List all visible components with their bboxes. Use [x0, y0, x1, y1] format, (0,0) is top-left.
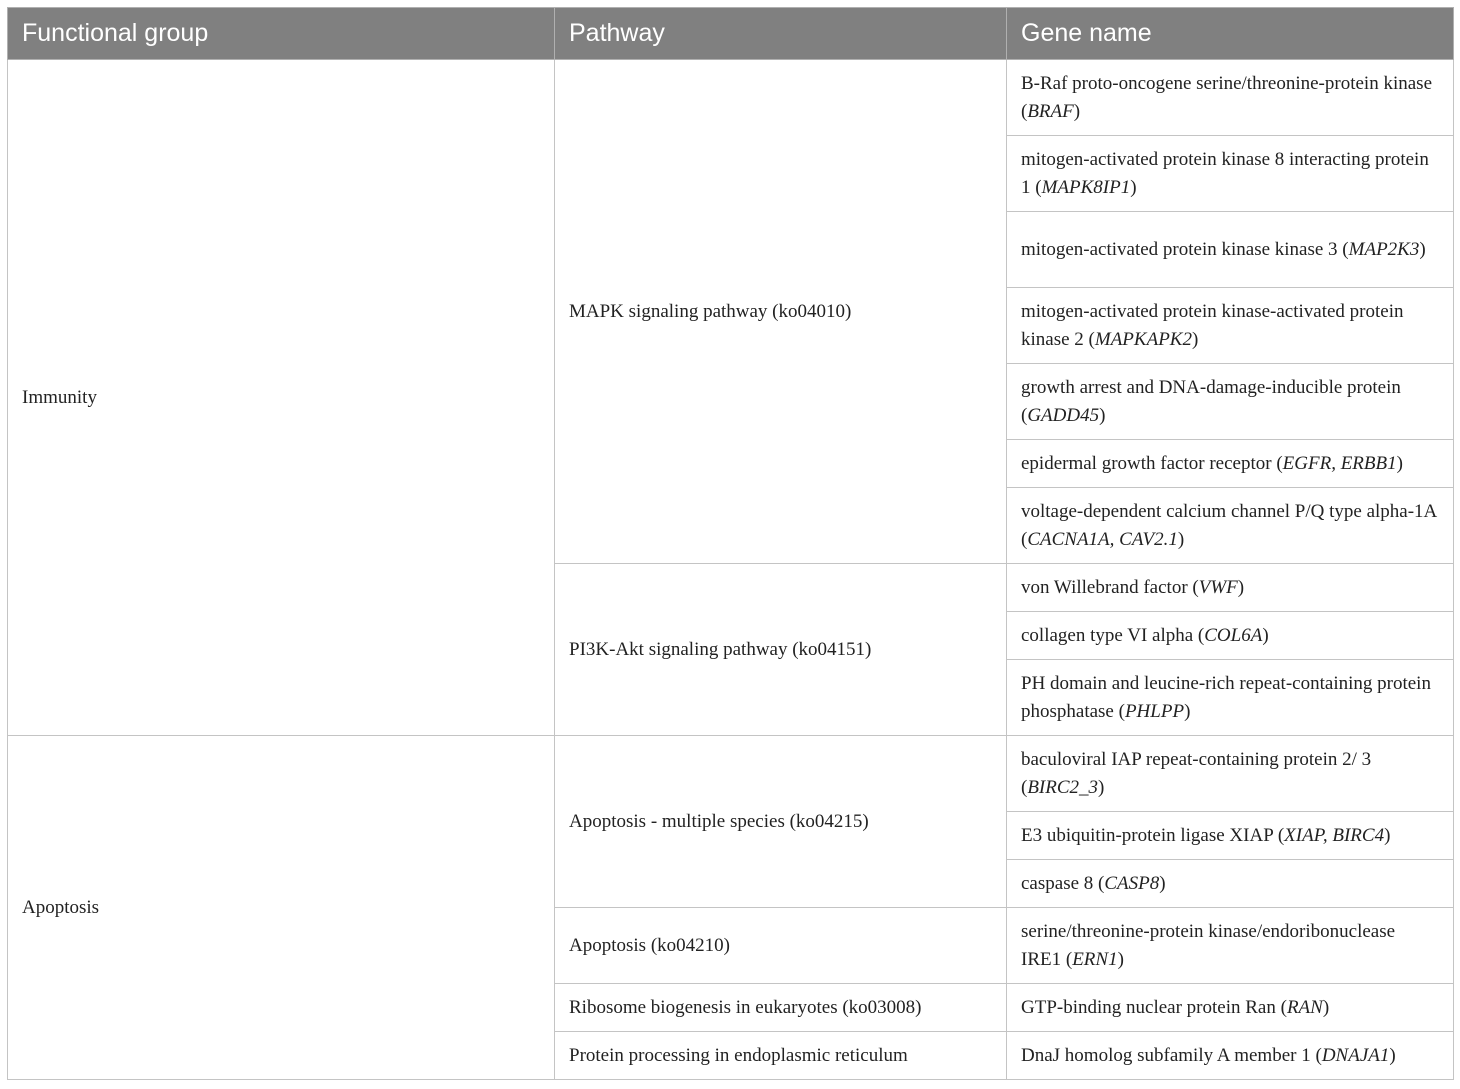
gene-name-cell — [1007, 288, 1454, 364]
gene-description: von Willebrand factor ( — [1021, 576, 1199, 598]
gene-close: ) — [1389, 1044, 1396, 1066]
gene-symbol: ERN1 — [1072, 948, 1118, 970]
gene-description: PH domain and leucine-rich repeat-containing protein phosphatase ( — [1021, 672, 1431, 722]
pathway-cell: Ribosome biogenesis in eukaryotes (ko03008) — [555, 984, 1007, 1032]
gene-description: mitogen-activated protein kinase 8 interacting protein 1 ( — [1021, 148, 1429, 198]
gene-symbol: MAPKAPK2 — [1094, 328, 1192, 350]
gene-name-cell — [1007, 440, 1454, 488]
gene-symbol: CASP8 — [1104, 872, 1160, 894]
gene-description: E3 ubiquitin-protein ligase XIAP ( — [1021, 824, 1285, 846]
gene-description: baculoviral IAP repeat-containing protein 2/ 3 ( — [1021, 748, 1372, 798]
gene-close: ) — [1184, 700, 1191, 722]
gene-symbol: PHLPP — [1124, 700, 1185, 722]
gene-description: collagen type VI alpha ( — [1021, 624, 1205, 646]
gene-description: B-Raf proto-oncogene serine/threonine-protein kinase ( — [1021, 72, 1432, 122]
header-functional-group: Functional group — [8, 8, 555, 60]
gene-symbol: XIAP, BIRC4 — [1284, 824, 1385, 846]
pathway-cell: MAPK signaling pathway (ko04010) — [555, 60, 1007, 564]
gene-name-cell — [1007, 612, 1454, 660]
gene-close: ) — [1159, 872, 1166, 894]
gene-symbol: MAPK8IP1 — [1041, 176, 1131, 198]
gene-close: ) — [1130, 176, 1137, 198]
gene-description: DnaJ homolog subfamily A member 1 ( — [1021, 1044, 1322, 1066]
gene-name-cell — [1007, 812, 1454, 860]
functional-group-cell: Apoptosis — [8, 736, 555, 1080]
gene-close: ) — [1322, 996, 1330, 1018]
gene-close: ) — [1384, 824, 1391, 846]
functional-group-cell: Immunity — [8, 60, 555, 736]
gene-description: growth arrest and DNA-damage-inducible protein ( — [1021, 376, 1401, 426]
gene-symbol: VWF — [1198, 576, 1238, 598]
gene-symbol: BIRC2_3 — [1027, 776, 1099, 798]
gene-description: GTP-binding nuclear protein Ran ( — [1021, 996, 1287, 1018]
gene-name-cell — [1007, 488, 1454, 564]
gene-name-cell — [1007, 364, 1454, 440]
table-row — [8, 736, 1454, 812]
gene-pathway-table — [7, 7, 1454, 1080]
gene-close: ) — [1191, 328, 1199, 350]
gene-symbol: MAP2K3 — [1348, 238, 1420, 260]
gene-description: epidermal growth factor receptor ( — [1021, 452, 1283, 474]
pathway-cell: Protein processing in endoplasmic reticulum — [555, 1032, 1007, 1080]
gene-description: caspase 8 ( — [1021, 872, 1105, 894]
pathway-cell: PI3K-Akt signaling pathway (ko04151) — [555, 564, 1007, 736]
gene-name-cell — [1007, 212, 1454, 288]
gene-close: ) — [1419, 238, 1426, 260]
header-gene-name: Gene name — [1007, 8, 1454, 60]
gene-symbol: BRAF — [1027, 100, 1074, 122]
gene-symbol: EGFR, ERBB1 — [1282, 452, 1397, 474]
gene-symbol: RAN — [1286, 996, 1323, 1018]
pathway-cell: Apoptosis (ko04210) — [555, 908, 1007, 984]
gene-name-cell — [1007, 736, 1454, 812]
header-pathway: Pathway — [555, 8, 1007, 60]
gene-close: ) — [1262, 624, 1269, 646]
gene-description: serine/threonine-protein kinase/endoribonuclease IRE1 ( — [1021, 920, 1396, 970]
gene-name-cell — [1007, 908, 1454, 984]
gene-description: voltage-dependent calcium channel P/Q type alpha-1A ( — [1021, 500, 1437, 550]
gene-symbol: CACNA1A, CAV2.1 — [1027, 528, 1178, 550]
gene-close: ) — [1099, 404, 1106, 426]
gene-name-cell — [1007, 660, 1454, 736]
header-row — [8, 8, 1454, 60]
gene-name-cell — [1007, 136, 1454, 212]
gene-close: ) — [1237, 576, 1245, 598]
gene-symbol: COL6A — [1204, 624, 1263, 646]
pathway-cell: Apoptosis - multiple species (ko04215) — [555, 736, 1007, 908]
gene-description: mitogen-activated protein kinase kinase 3 ( — [1021, 238, 1349, 260]
gene-description: mitogen-activated protein kinase-activated protein kinase 2 ( — [1021, 300, 1404, 350]
gene-symbol: DNAJA1 — [1321, 1044, 1390, 1066]
gene-name-cell — [1007, 860, 1454, 908]
gene-close: ) — [1177, 528, 1185, 550]
gene-close: ) — [1073, 100, 1081, 122]
gene-close: ) — [1117, 948, 1124, 970]
gene-name-cell — [1007, 60, 1454, 136]
gene-name-cell — [1007, 984, 1454, 1032]
gene-name-cell — [1007, 1032, 1454, 1080]
gene-symbol: GADD45 — [1027, 404, 1100, 426]
gene-close: ) — [1396, 452, 1403, 474]
gene-name-cell — [1007, 564, 1454, 612]
table-row — [8, 60, 1454, 136]
gene-close: ) — [1098, 776, 1105, 798]
